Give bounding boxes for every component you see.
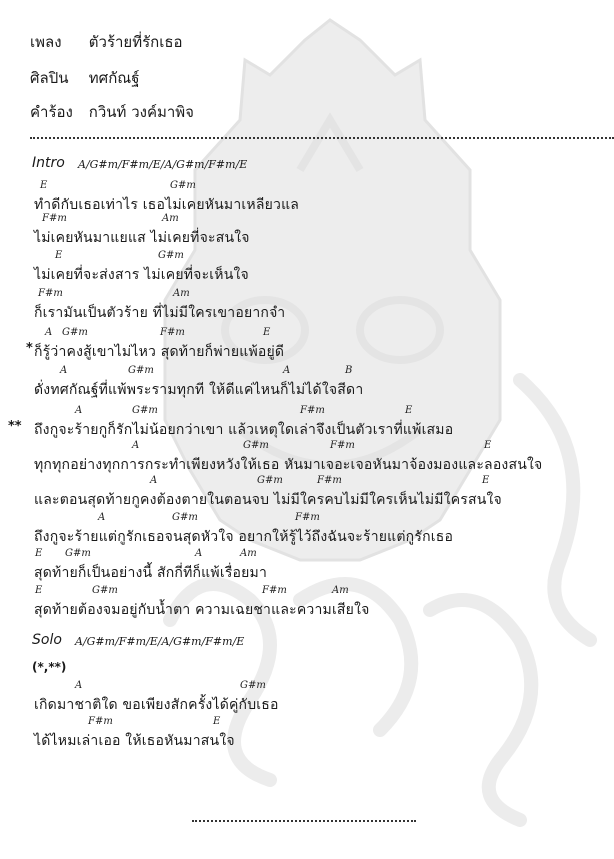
chord-symbol: Am [173,288,190,299]
lyric-text: ดั่งทศกัณฐ์ที่แพ้พระรามทุกที ให้ดีแค่ไหนก็ไม่ได้ใจสีดา [34,382,364,398]
intro-label: Intro [32,155,65,171]
lyric-text: สุดท้ายก็เป็นอย่างนี้ สักกี่ทีก็แพ้เรื่อยมา [34,565,268,581]
artist-label: ศิลปิน [30,69,69,87]
chord-symbol: G#m [257,475,283,486]
chord-symbol: A [195,548,203,559]
lyric-line [0,180,614,216]
section-marker: * [26,341,33,356]
top-divider [30,137,614,139]
chord-symbol: E [40,180,48,191]
chord-symbol: Am [162,213,179,224]
chord-symbol: A [75,680,83,691]
chord-symbol: A [150,475,158,486]
lyric-text: ทุกทุกอย่างทุกการกระทำเพียงหวังให้เธอ หันมาเจอะเจอหันมาจ้องมองและลองสนใจ [34,457,543,473]
lyric-line [0,512,614,548]
chord-symbol: E [484,440,492,451]
song-title-line [30,30,183,54]
lyricist-line [30,100,194,124]
lyric-line [0,288,614,324]
chord-symbol: G#m [243,440,269,451]
chord-symbol: A [45,327,53,338]
lyric-text: ถึงกูจะร้ายแต่กูรักเธอจนสุดหัวใจ อยากให้รู้ไว้ถึงฉันจะร้ายแต่กูรักเธอ [34,529,454,545]
section-marker: ** [8,419,22,434]
lyric-line [0,475,614,511]
chord-symbol: G#m [62,327,88,338]
lyric-line [0,716,614,752]
lyric-text: ไม่เคยหันมาแยแส ไม่เคยที่จะสนใจ [34,230,250,246]
lyric-line [0,680,614,716]
chord-symbol: A [98,512,106,523]
chord-symbol: G#m [132,405,158,416]
lyric-text: ได้ไหมเล่าเออ ให้เธอหันมาสนใจ [34,733,235,749]
song-title: ตัวร้ายที่รักเธอ [88,33,183,51]
chord-symbol: G#m [128,365,154,376]
lyric-text: และตอนสุดท้ายกูคงต้องตายในตอนจบ ไม่มีใครคบไม่มีใครเห็นไม่มีใครสนใจ [34,492,502,508]
lyric-text: ไม่เคยที่จะส่งสาร ไม่เคยที่จะเห็นใจ [34,267,249,283]
chord-symbol: Am [240,548,257,559]
chord-symbol: F#m [317,475,342,486]
lyricist-label: คำร้อง [30,103,73,121]
lyric-line [0,365,614,401]
lyric-line [0,250,614,286]
lyric-text: สุดท้ายต้องจมอยู่กับน้ำตา ความเฉยชาและความเสียใจ [34,602,370,618]
intro-progression: A/G#m/F#m/E/A/G#m/F#m/E [78,158,248,171]
chord-symbol: F#m [160,327,185,338]
lyric-text: ทำดีกับเธอเท่าไร เธอไม่เคยหันมาเหลียวแล [34,197,300,213]
repeat-marker: (*,**) [32,660,67,674]
chord-symbol: G#m [170,180,196,191]
chord-symbol: A [283,365,291,376]
chord-symbol: Am [332,585,349,596]
song-label: เพลง [30,33,62,51]
chord-symbol: F#m [38,288,63,299]
chord-symbol: G#m [172,512,198,523]
chord-symbol: E [55,250,63,261]
solo-progression: A/G#m/F#m/E/A/G#m/F#m/E [75,635,245,648]
chord-symbol: A [75,405,83,416]
chord-symbol: G#m [240,680,266,691]
chord-symbol: G#m [158,250,184,261]
chord-symbol: E [482,475,490,486]
artist-name: ทศกัณฐ์ [88,69,140,87]
bottom-divider [192,820,416,822]
lyric-text: ก็รู้ว่าคงสู้เขาไม่ไหว สุดท้ายก็พ่ายแพ้อยู่ดี [34,344,285,360]
chord-symbol: F#m [42,213,67,224]
chord-symbol: A [132,440,140,451]
chord-symbol: F#m [330,440,355,451]
artist-line [30,66,139,90]
lyric-line [0,440,614,476]
chord-symbol: F#m [262,585,287,596]
chord-symbol: A [60,365,68,376]
chord-symbol: G#m [92,585,118,596]
chord-symbol: E [263,327,271,338]
lyric-text: ถึงกูจะร้ายกูก็รักไม่น้อยกว่าเขา แล้วเหตุใดเล่าจึงเป็นตัวเราที่แพ้เสมอ [34,422,454,438]
lyric-line [0,548,614,584]
lyric-text: ก็เรามันเป็นตัวร้าย ที่ไม่มีใครเขาอยากจำ [34,305,286,321]
chord-symbol: E [405,405,413,416]
chord-symbol: B [345,365,353,376]
lyric-line [0,213,614,249]
chord-symbol: E [35,585,43,596]
chord-symbol: F#m [88,716,113,727]
solo-label: Solo [32,632,62,648]
chord-symbol: E [213,716,221,727]
lyric-line [0,327,614,363]
lyric-text: เกิดมาชาติใด ขอเพียงสักครั้งได้คู่กับเธอ [34,697,279,713]
chord-symbol: F#m [295,512,320,523]
chord-symbol: G#m [65,548,91,559]
lyricist-name: กวินท์ วงค์มาพิจ [88,103,194,121]
lyric-line [0,405,614,441]
lyric-line [0,585,614,621]
chord-symbol: E [35,548,43,559]
chord-symbol: F#m [300,405,325,416]
